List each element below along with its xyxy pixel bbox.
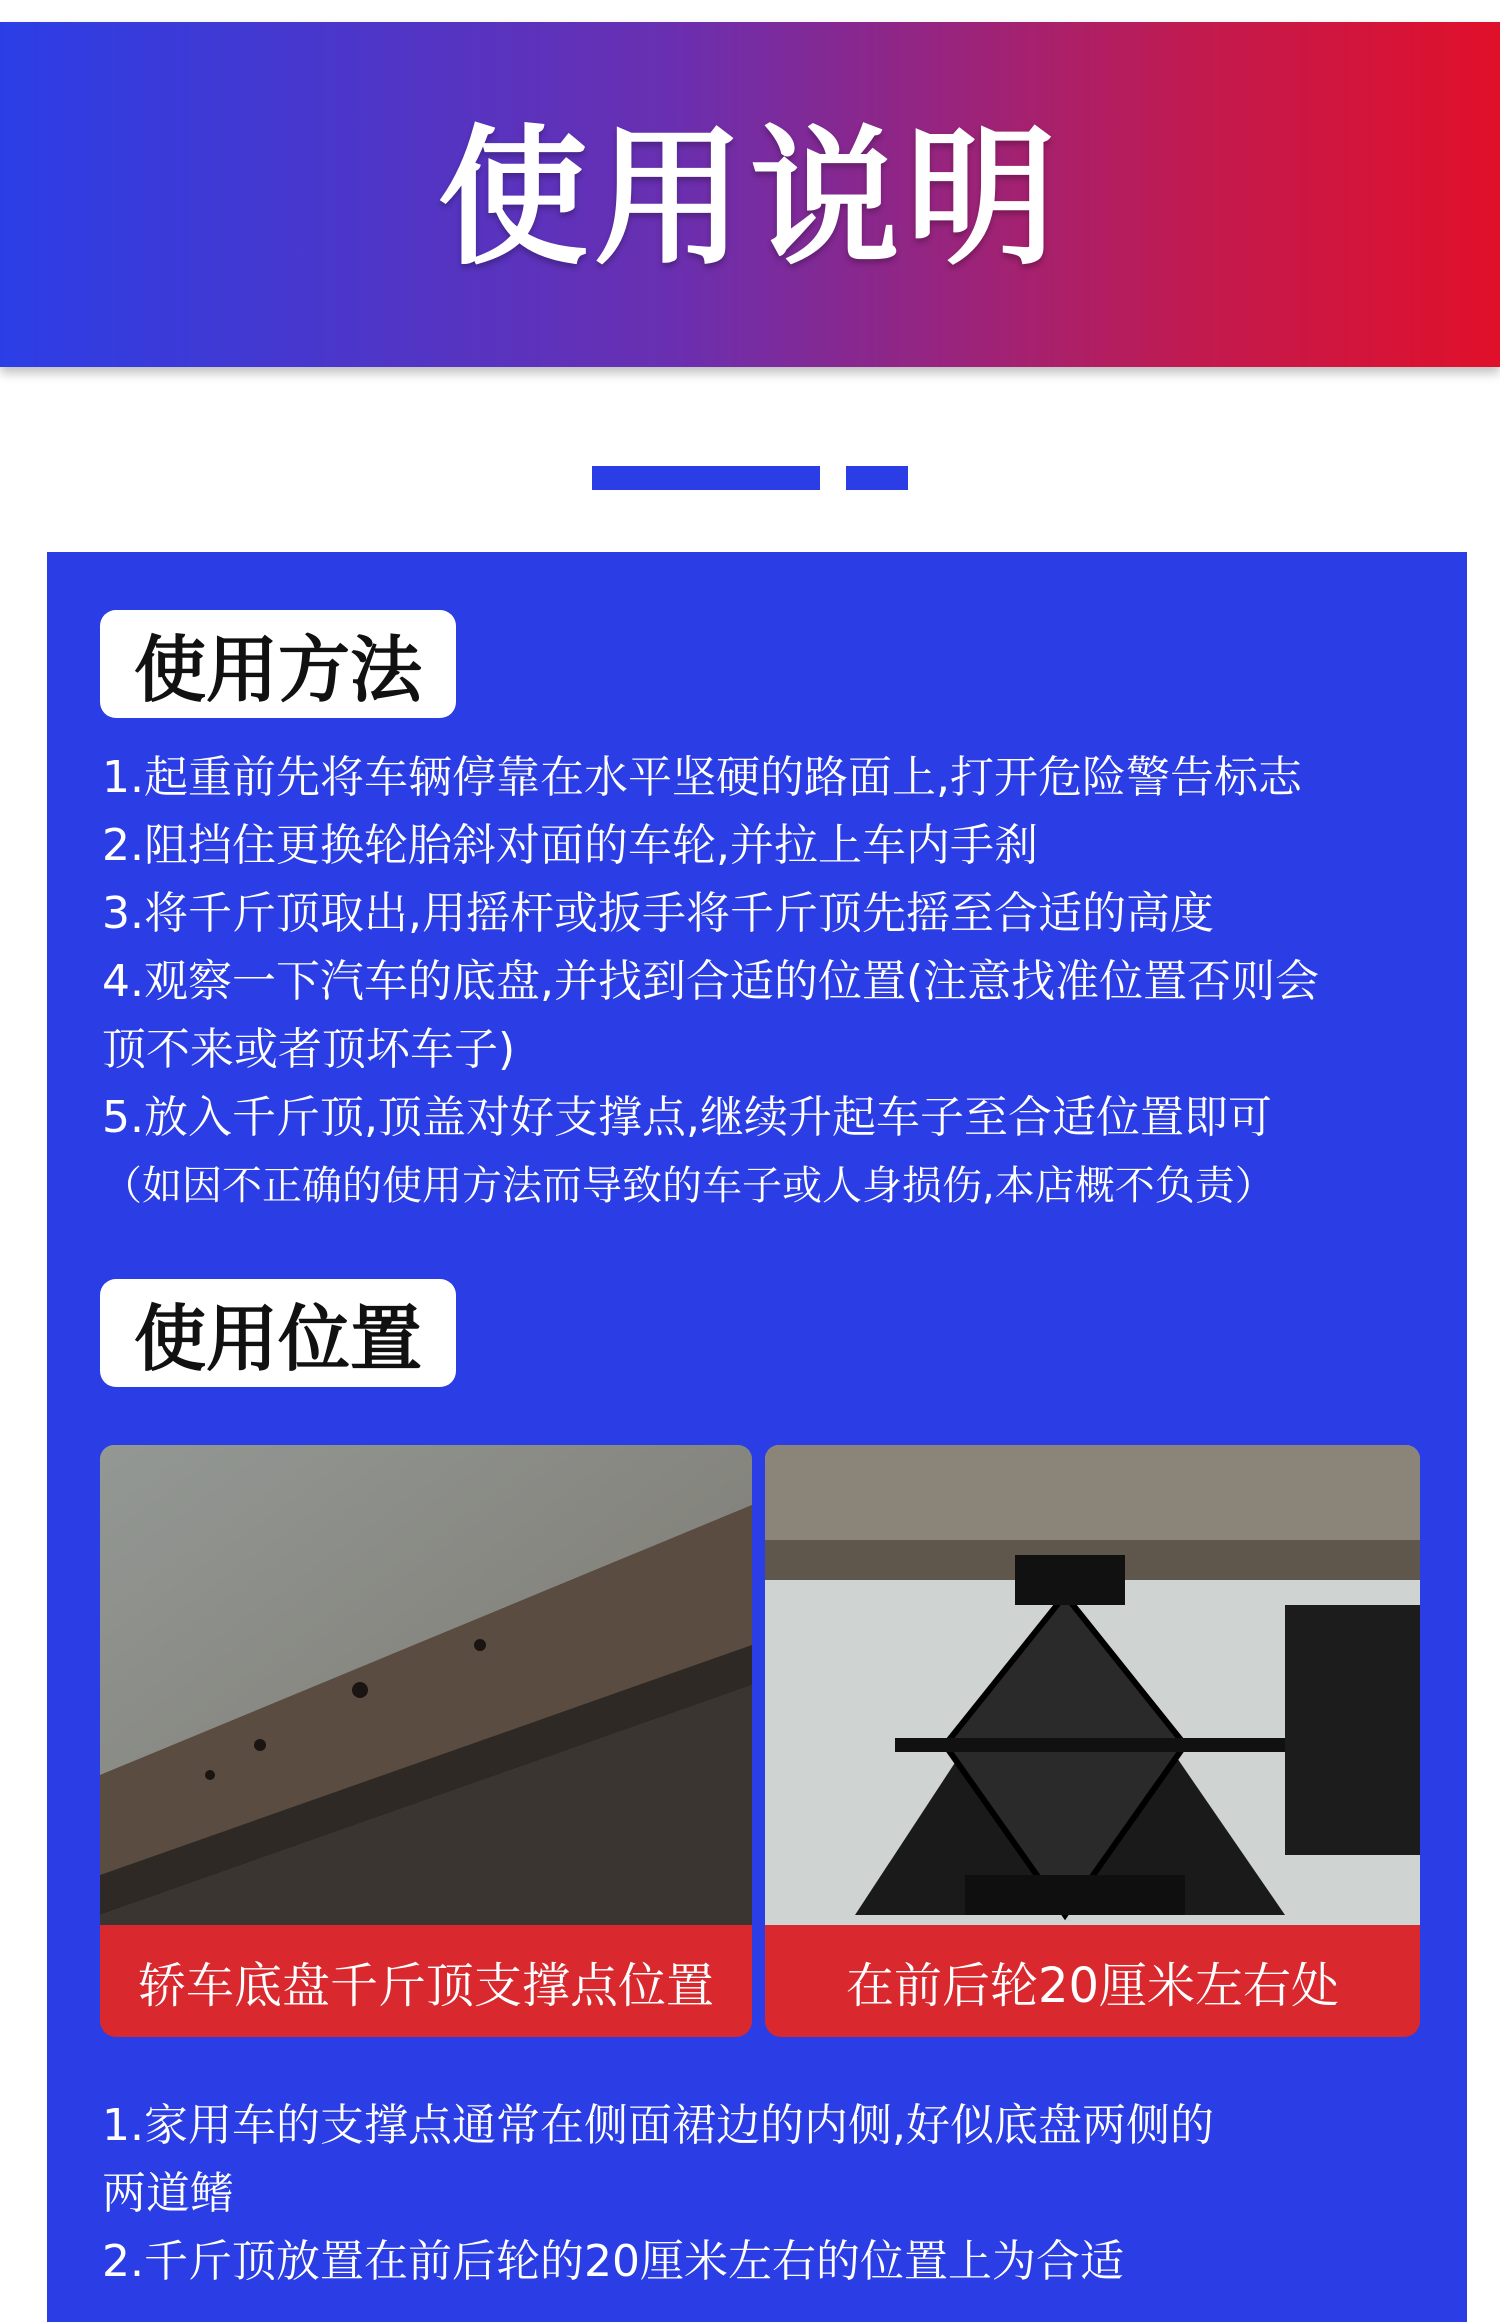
position-heading: 使用位置	[100, 1279, 456, 1387]
car-underbody-photo	[100, 1445, 752, 1925]
position-notes-list	[102, 2092, 1214, 2296]
method-step: 4.观察一下汽车的底盘,并找到合适的位置(注意找准位置否则会	[102, 956, 1320, 1007]
top-strip	[0, 0, 1500, 22]
position-note: 2.千斤顶放置在前后轮的20厘米左右的位置上为合适	[102, 2236, 1124, 2287]
page-title: 使用说明	[437, 111, 1062, 286]
caption-underbody: 轿车底盘千斤顶支撑点位置	[100, 1925, 752, 2037]
method-step: （如因不正确的使用方法而导致的车子或人身损伤,本店概不负责）	[102, 1163, 1275, 1209]
caption-jack-placement: 在前后轮20厘米左右处	[765, 1925, 1420, 2037]
method-step: 顶不来或者顶坏车子)	[102, 1024, 516, 1075]
method-step: 5.放入千斤顶,顶盖对好支撑点,继续升起车子至合适位置即可	[102, 1092, 1272, 1143]
title-banner	[0, 22, 1500, 367]
instructions-panel	[47, 552, 1467, 2322]
divider-bar-short	[846, 466, 908, 490]
scissor-jack-photo	[765, 1445, 1420, 1925]
method-steps-list	[102, 744, 1319, 1220]
position-note: 1.家用车的支撑点通常在侧面裙边的内侧,好似底盘两侧的	[102, 2100, 1214, 2151]
method-step: 2.阻挡住更换轮胎斜对面的车轮,并拉上车内手刹	[102, 820, 1038, 871]
divider-bar-long	[592, 466, 820, 490]
method-step: 1.起重前先将车辆停靠在水平坚硬的路面上,打开危险警告标志	[102, 752, 1302, 803]
position-note: 两道鳍	[102, 2168, 234, 2219]
method-step: 3.将千斤顶取出,用摇杆或扳手将千斤顶先摇至合适的高度	[102, 888, 1214, 939]
method-heading: 使用方法	[100, 610, 456, 718]
